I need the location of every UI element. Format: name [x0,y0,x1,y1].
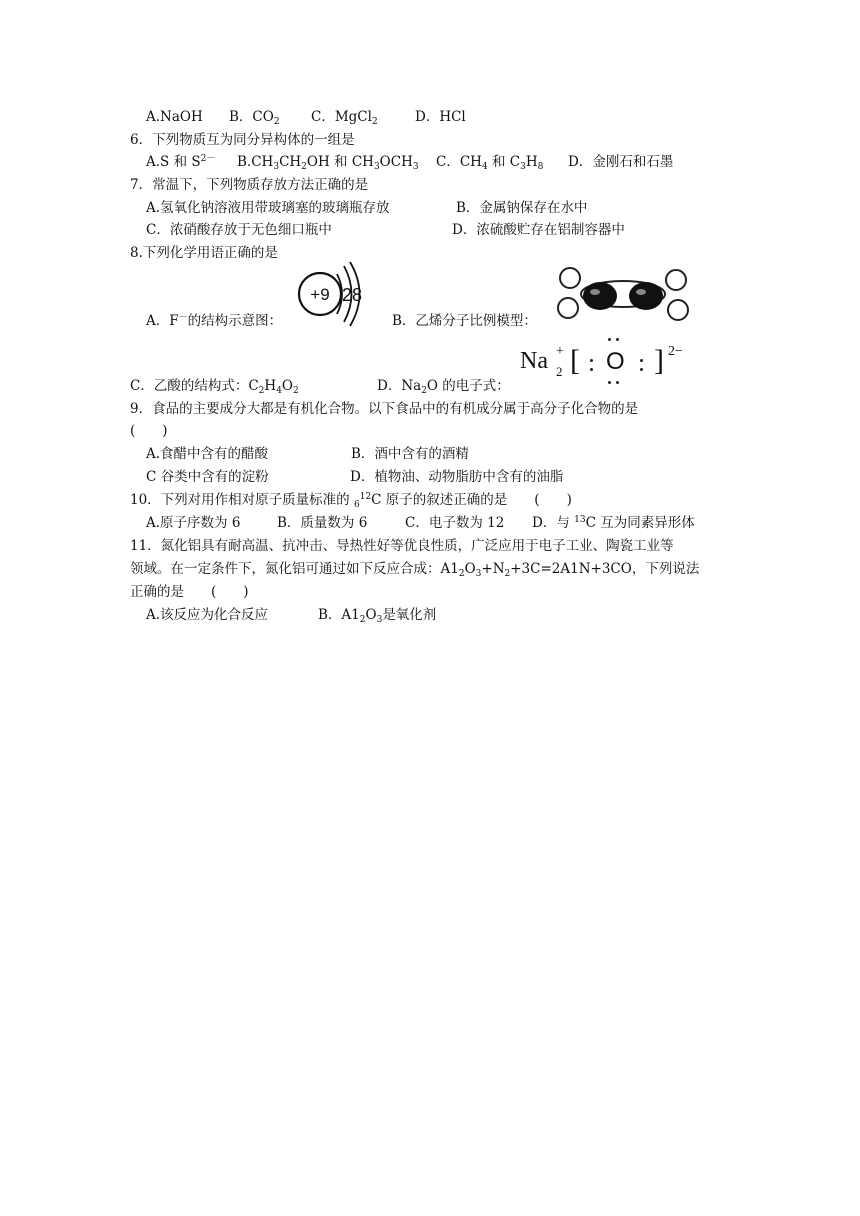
q9-option-c: C 谷类中含有的淀粉 [146,469,269,485]
ed-sodium-count: 2 [556,364,563,379]
q5-option-d: D．HCl [415,109,466,125]
q10-option-d: D．与 $^{13}$C 互为同素异形体 [532,515,695,531]
q9-option-b: B．酒中含有的酒精 [351,446,469,462]
ed-left-bracket: [ [570,344,580,377]
q11-stem-line2: 领域。在一定条件下，氮化铝可通过如下反应合成：$A1_2O_3+N_2+3C=2A1N+3CO$，下列说法 [130,561,700,579]
q8-option-a: A．F－的结构示意图： [146,313,283,329]
ed-oxide-charge: 2− [668,344,683,359]
ed-oxygen: O [606,348,625,375]
fluoride-ion-structure-diagram [293,260,373,328]
q6-option-a: A.S 和 $S^{2-}$ [146,154,216,170]
q9-stem: 9．食品的主要成分大都是有机化合物。以下食品中的有机成分属于高分子化合物的是 [130,401,639,417]
q7-stem: 7．常温下，下列物质存放方法正确的是 [130,177,369,193]
q11-option-b: B．$A1_2O_3$是氧化剂 [318,607,437,625]
electron-shells-label: 28 [341,285,363,305]
q6-option-d: D．金刚石和石墨 [568,154,674,170]
q11-stem-line3: 正确的是 ( ) [130,584,249,600]
ed-sodium-charge: + [556,344,564,359]
q7-option-b: B．金属钠保存在水中 [456,200,588,216]
q9-stem-bracket: ( ) [130,423,168,439]
q7-option-c: C．浓硝酸存放于无色细口瓶中 [146,222,332,238]
q8-stem: 8.下列化学用语正确的是 [130,245,278,261]
q5-option-c: C．MgCl$_2$ [311,109,378,127]
q8-option-d: D．$Na_2O$ 的电子式： [377,378,510,396]
q5-option-b: B．$CO_2$ [229,109,280,127]
q10-option-a: A.原子序数为 6 [146,515,241,531]
ed-right-bracket: ] [654,344,664,377]
nucleus-charge-label: +9 [310,285,330,304]
q6-option-b: $B.CH_3CH_2OH$ 和 $CH_3OCH_3$ [237,154,419,172]
ed-sodium: Na [520,348,548,374]
q10-stem: 10．下列对用作相对原子质量标准的 $_6^{12}$C 原子的叙述正确的是 ( ) [130,492,572,510]
q9-option-a: A.食醋中含有的醋酸 [146,446,269,462]
q8-option-c: C．乙酸的结构式：$C_2H_4O_2$ [130,378,299,396]
q10-option-b: B．质量数为 6 [277,515,368,531]
q9-option-d: D．植物油、动物脂肪中含有的油脂 [350,469,564,485]
q6-option-c: C．$CH_4$ 和 $C_3H_8$ [436,154,544,172]
na2o-electron-formula-image [518,336,708,386]
q7-option-a: A.氢氧化钠溶液用带玻璃塞的玻璃瓶存放 [146,200,390,216]
q8-option-b: B．乙烯分子比例模型： [392,313,537,329]
q7-option-d: D．浓硫酸贮存在铝制容器中 [452,222,625,238]
q10-option-c: C．电子数为 12 [405,515,505,531]
ethylene-model-image [548,262,696,334]
q11-stem-line1: 11．氮化铝具有耐高温、抗冲击、导热性好等优良性质，广泛应用于电子工业、陶瓷工业等 [130,538,674,554]
q11-option-a: A.该反应为化合反应 [146,607,269,623]
q5-option-a: A.NaOH [146,109,203,125]
q6-stem: 6．下列物质互为同分异构体的一组是 [130,132,355,148]
